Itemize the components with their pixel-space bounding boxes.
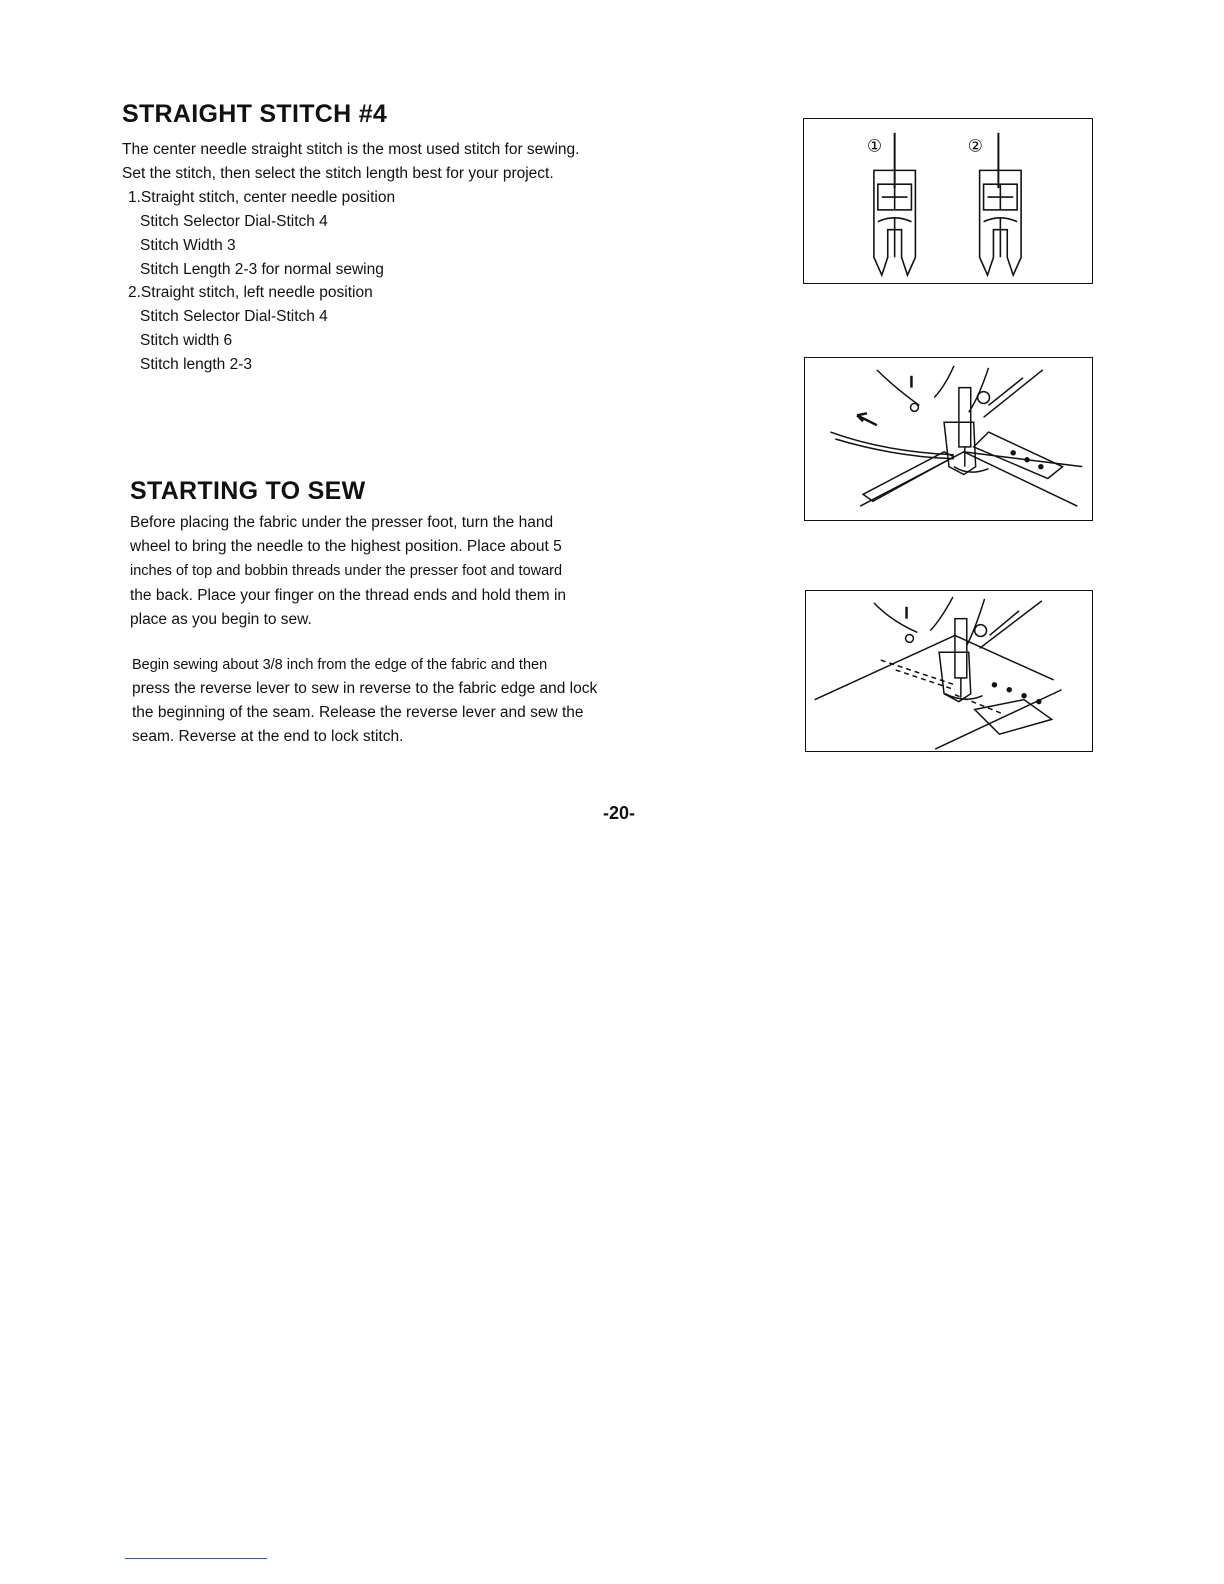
needle-position-label-1: ①	[866, 135, 883, 156]
item1-setting-width: Stitch Width 3	[140, 237, 236, 254]
item1-heading: 1.Straight stitch, center needle position	[128, 189, 396, 206]
reverse-stitch-illustration	[806, 591, 1092, 751]
para1-line-3: inches of top and bobbin threads under the presser foot and toward	[130, 563, 563, 579]
intro-line-2: Set the stitch, then select the stitch length best for your project.	[122, 165, 554, 182]
item2-setting-selector: Stitch Selector Dial-Stitch 4	[140, 308, 328, 325]
section-title-starting-to-sew: STARTING TO SEW	[130, 477, 366, 505]
item2-setting-width: Stitch width 6	[140, 332, 233, 349]
section-title-straight-stitch: STRAIGHT STITCH #4	[122, 100, 388, 128]
para1-line-4: the back. Place your finger on the thread ends and hold them in	[130, 587, 567, 604]
para2-line-1: Begin sewing about 3/8 inch from the edge of the fabric and then	[132, 657, 548, 673]
presser-foot-diagram	[804, 119, 1092, 283]
needle-position-figure	[803, 118, 1093, 284]
presser-foot-2	[980, 170, 1021, 275]
item2-heading: 2.Straight stitch, left needle position	[128, 284, 373, 301]
para1-line-2: wheel to bring the needle to the highest position. Place about 5	[130, 538, 562, 555]
page-number: -20-	[603, 803, 636, 823]
needle-position-label-2: ②	[967, 135, 983, 156]
para2-line-2: press the reverse lever to sew in reverse to the fabric edge and lock	[132, 680, 598, 697]
item1-setting-length: Stitch Length 2-3 for normal sewing	[140, 261, 384, 278]
para1-line-5: place as you begin to sew.	[130, 611, 312, 628]
item2-setting-length: Stitch length 2-3	[140, 356, 253, 373]
para2-line-4: seam. Reverse at the end to lock stitch.	[132, 728, 404, 745]
thread-placement-figure	[804, 357, 1093, 521]
item1-setting-selector: Stitch Selector Dial-Stitch 4	[140, 213, 328, 230]
intro-line-1: The center needle straight stitch is the most used stitch for sewing.	[122, 141, 580, 158]
para1-line-1: Before placing the fabric under the presser foot, turn the hand	[130, 514, 554, 531]
reverse-stitch-figure	[805, 590, 1093, 752]
para2-line-3: the beginning of the seam. Release the reverse lever and sew the	[132, 704, 584, 721]
presser-foot-1	[874, 170, 915, 275]
footer-rule	[125, 1558, 267, 1559]
thread-placement-illustration	[805, 358, 1092, 520]
